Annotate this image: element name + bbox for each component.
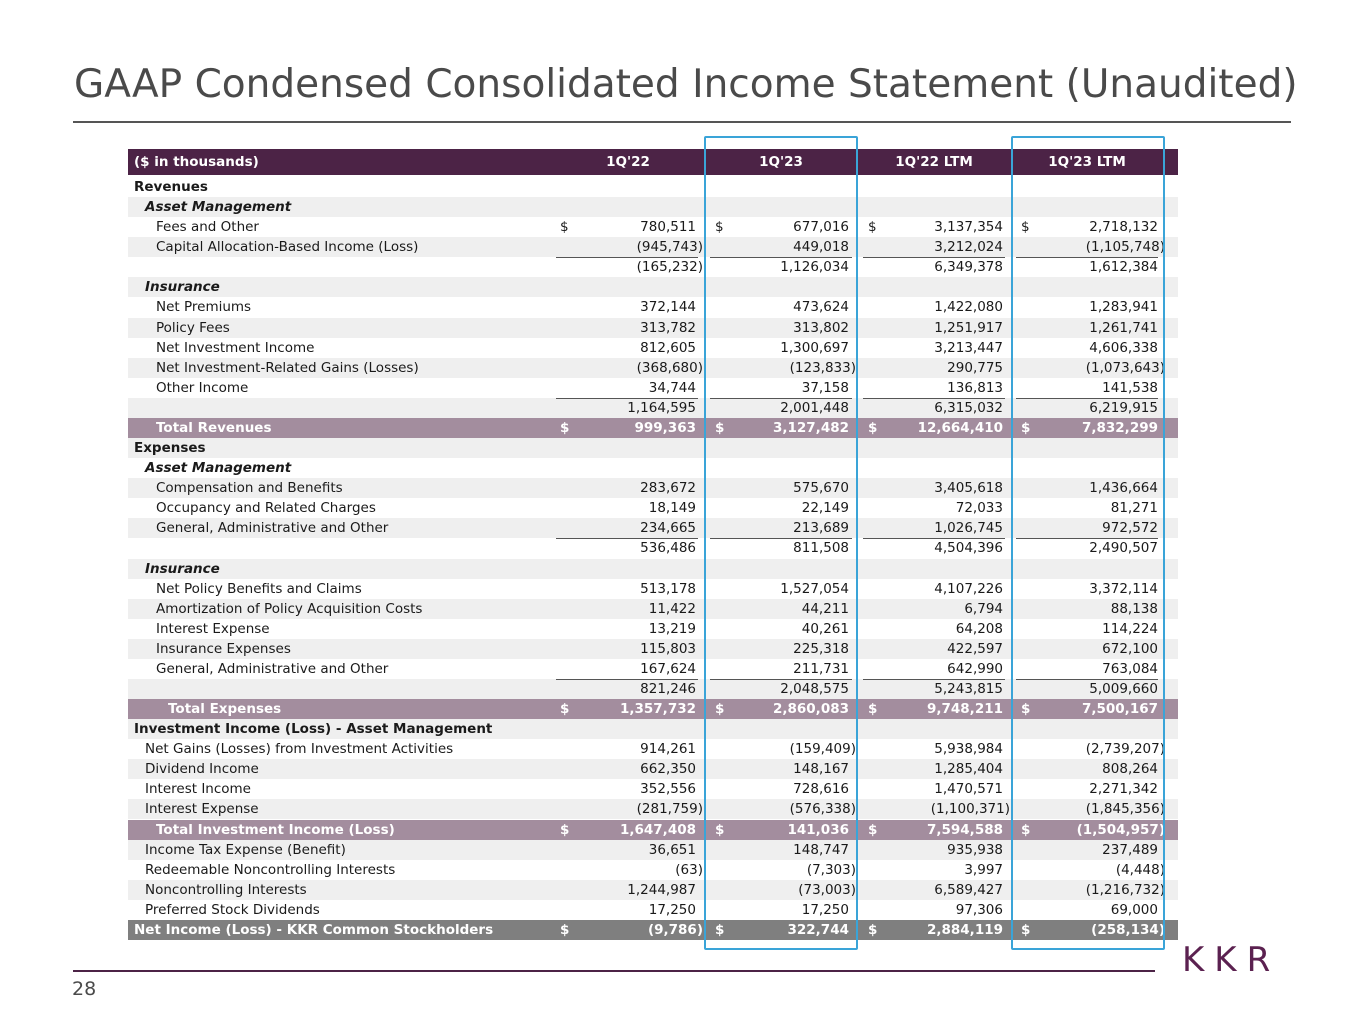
row-label: Capital Allocation-Based Income (Loss) — [156, 239, 419, 256]
row-label: Expenses — [134, 440, 206, 457]
row-label: Asset Management — [145, 199, 292, 216]
cell-value: (165,232) — [636, 259, 703, 276]
highlight-box-1q23 — [704, 136, 858, 950]
cell-value: 1,470,571 — [934, 781, 1003, 798]
currency-symbol: $ — [1021, 419, 1031, 436]
cell-value: 1,422,080 — [934, 299, 1003, 316]
cell-value: 1,251,917 — [934, 319, 1003, 336]
cell-value: (945,743) — [636, 239, 703, 256]
cell-value: (7,303) — [806, 861, 856, 878]
cell-value: 422,597 — [947, 640, 1003, 657]
row-label: Insurance — [145, 560, 220, 577]
row-label: Fees and Other — [156, 219, 259, 236]
cell-value: (281,759) — [636, 801, 703, 818]
cell-value: 6,315,032 — [934, 399, 1003, 416]
cell-value: (368,680) — [636, 359, 703, 376]
currency-symbol: $ — [560, 821, 570, 838]
row-label: Net Income (Loss) - KKR Common Stockholders — [134, 921, 494, 938]
row-label: Insurance — [145, 279, 220, 296]
row-label: Compensation and Benefits — [156, 480, 343, 497]
row-label: General, Administrative and Other — [156, 520, 389, 537]
cell-value: 3,213,447 — [934, 339, 1003, 356]
col-header-1q22-ltm: 1Q'22 LTM — [895, 154, 973, 170]
cell-value: 290,775 — [947, 359, 1003, 376]
col-header-1q23: 1Q'23 — [759, 154, 803, 170]
cell-value: 812,605 — [640, 339, 696, 356]
cell-value: 513,178 — [640, 580, 696, 597]
row-label: Income Tax Expense (Benefit) — [145, 841, 346, 858]
cell-value: (1,100,371) — [930, 801, 1010, 818]
cell-value: 2,048,575 — [780, 681, 849, 697]
cell-value: (63) — [675, 861, 703, 878]
cell-value: 64,208 — [955, 620, 1003, 637]
cell-value: 5,938,984 — [934, 741, 1003, 758]
row-label: Redeemable Noncontrolling Interests — [145, 861, 396, 878]
cell-value: 1,527,054 — [780, 580, 849, 597]
row-label: Asset Management — [145, 460, 292, 477]
cell-value: 3,212,024 — [934, 239, 1003, 256]
row-label: Total Expenses — [168, 701, 282, 718]
cell-value: 2,271,342 — [1089, 781, 1158, 798]
page-number: 28 — [72, 978, 97, 1000]
cell-value: (1,216,732) — [1085, 881, 1165, 898]
row-label: Other Income — [156, 379, 249, 396]
cell-value: 12,664,410 — [917, 419, 1003, 436]
currency-symbol: $ — [1021, 219, 1030, 236]
cell-value: 2,001,448 — [780, 399, 849, 416]
cell-value: 972,572 — [1102, 520, 1158, 537]
col-header-1q23-ltm: 1Q'23 LTM — [1048, 154, 1126, 170]
cell-value: 999,363 — [634, 419, 696, 436]
cell-value: 7,594,588 — [926, 821, 1003, 838]
cell-value: 4,504,396 — [934, 540, 1003, 557]
cell-value: 17,250 — [801, 901, 849, 918]
cell-value: 141,036 — [787, 821, 849, 838]
row-label: Amortization of Policy Acquisition Costs — [156, 600, 423, 617]
cell-value: 914,261 — [640, 741, 696, 758]
subtotal-rule — [863, 257, 1005, 258]
cell-value: 763,084 — [1102, 660, 1158, 677]
cell-value: 36,651 — [648, 841, 696, 858]
cell-value: 18,149 — [648, 500, 696, 517]
cell-value: 473,624 — [793, 299, 849, 316]
cell-value: 69,000 — [1110, 901, 1158, 918]
cell-value: (73,003) — [798, 881, 856, 898]
cell-value: 72,033 — [955, 500, 1003, 517]
cell-value: 115,803 — [640, 640, 696, 657]
cell-value: 7,832,299 — [1081, 419, 1158, 436]
row-label: Insurance Expenses — [156, 640, 291, 657]
cell-value: 2,718,132 — [1089, 219, 1158, 236]
cell-value: 3,372,114 — [1089, 580, 1158, 597]
cell-value: (1,105,748) — [1085, 239, 1165, 256]
col-header-1q22: 1Q'22 — [606, 154, 650, 170]
cell-value: (9,786) — [647, 921, 703, 938]
row-label: Net Policy Benefits and Claims — [156, 580, 362, 597]
currency-symbol: $ — [868, 821, 878, 838]
cell-value: 821,246 — [640, 681, 696, 697]
cell-value: 237,489 — [1102, 841, 1158, 858]
cell-value: 97,306 — [955, 901, 1003, 918]
row-label: Preferred Stock Dividends — [145, 901, 320, 918]
cell-value: 2,490,507 — [1089, 540, 1158, 557]
currency-symbol: $ — [1021, 701, 1031, 718]
cell-value: 13,219 — [648, 620, 696, 637]
cell-value: 211,731 — [793, 660, 849, 677]
title-divider — [73, 121, 1291, 123]
row-label: Interest Expense — [156, 620, 270, 637]
row-label: Net Investment-Related Gains (Losses) — [156, 359, 419, 376]
row-label: Occupancy and Related Charges — [156, 500, 376, 517]
currency-symbol: $ — [560, 219, 569, 236]
footer-divider — [73, 970, 1155, 972]
row-label: Net Premiums — [156, 299, 252, 316]
cell-value: 1,126,034 — [780, 259, 849, 276]
cell-value: 1,357,732 — [619, 701, 696, 718]
row-label: Net Investment Income — [156, 339, 315, 356]
cell-value: 2,860,083 — [772, 701, 849, 718]
cell-value: 148,167 — [793, 761, 849, 778]
cell-value: 536,486 — [640, 540, 696, 557]
subtotal-rule — [863, 538, 1005, 539]
cell-value: (576,338) — [789, 801, 856, 818]
currency-symbol: $ — [560, 419, 570, 436]
row-label: Investment Income (Loss) - Asset Management — [134, 721, 493, 738]
cell-value: 780,511 — [640, 219, 696, 236]
cell-value: 5,009,660 — [1089, 681, 1158, 697]
cell-value: 372,144 — [640, 299, 696, 316]
cell-value: (123,833) — [789, 359, 856, 376]
cell-value: 141,538 — [1102, 379, 1158, 396]
cell-value: 449,018 — [793, 239, 849, 256]
page-title: GAAP Condensed Consolidated Income Statement (Unaudited) — [74, 62, 1298, 107]
cell-value: 1,647,408 — [619, 821, 696, 838]
row-label: Interest Expense — [145, 801, 259, 818]
subtotal-rule — [556, 538, 698, 539]
currency-symbol: $ — [715, 821, 725, 838]
kkr-logo: KKR — [1182, 940, 1281, 980]
currency-symbol: $ — [715, 219, 724, 236]
cell-value: (159,409) — [789, 741, 856, 758]
cell-value: 22,149 — [801, 500, 849, 517]
row-label: Policy Fees — [156, 319, 230, 336]
cell-value: 1,244,987 — [627, 881, 696, 898]
cell-value: 811,508 — [793, 540, 849, 557]
cell-value: 148,747 — [793, 841, 849, 858]
cell-value: 672,100 — [1102, 640, 1158, 657]
cell-value: 17,250 — [648, 901, 696, 918]
cell-value: 575,670 — [793, 480, 849, 497]
currency-symbol: $ — [868, 419, 878, 436]
cell-value: 662,350 — [640, 761, 696, 778]
cell-value: (4,448) — [1115, 861, 1165, 878]
row-label: Dividend Income — [145, 761, 259, 778]
cell-value: (258,134) — [1091, 921, 1165, 938]
cell-value: 40,261 — [801, 620, 849, 637]
cell-value: (2,739,207) — [1085, 741, 1165, 758]
cell-value: 167,624 — [640, 660, 696, 677]
cell-value: 6,219,915 — [1089, 399, 1158, 416]
row-label: Interest Income — [145, 781, 251, 798]
currency-symbol: $ — [1021, 821, 1031, 838]
cell-value: (1,504,957) — [1076, 821, 1165, 838]
cell-value: (1,845,356) — [1085, 801, 1165, 818]
cell-value: 136,813 — [947, 379, 1003, 396]
subtotal-rule — [556, 398, 698, 399]
cell-value: 1,261,741 — [1089, 319, 1158, 336]
cell-value: 11,422 — [648, 600, 696, 617]
cell-value: 322,744 — [787, 921, 849, 938]
cell-value: 1,436,664 — [1089, 480, 1158, 497]
currency-symbol: $ — [715, 419, 725, 436]
cell-value: 313,782 — [640, 319, 696, 336]
cell-value: 313,802 — [793, 319, 849, 336]
currency-symbol: $ — [715, 921, 725, 938]
cell-value: 5,243,815 — [934, 681, 1003, 697]
cell-value: 3,405,618 — [934, 480, 1003, 497]
currency-symbol: $ — [560, 701, 570, 718]
row-label: Total Revenues — [156, 419, 272, 436]
cell-value: 728,616 — [793, 781, 849, 798]
cell-value: 234,665 — [640, 520, 696, 537]
units-label: ($ in thousands) — [134, 154, 259, 170]
cell-value: 677,016 — [793, 219, 849, 236]
cell-value: 3,127,482 — [772, 419, 849, 436]
cell-value: 81,271 — [1110, 500, 1158, 517]
cell-value: 642,990 — [947, 660, 1003, 677]
cell-value: 213,689 — [793, 520, 849, 537]
cell-value: 1,300,697 — [780, 339, 849, 356]
cell-value: 225,318 — [793, 640, 849, 657]
row-label: General, Administrative and Other — [156, 660, 389, 677]
cell-value: 2,884,119 — [926, 921, 1003, 938]
cell-value: 352,556 — [640, 781, 696, 798]
cell-value: 44,211 — [801, 600, 849, 617]
cell-value: 1,612,384 — [1089, 259, 1158, 276]
currency-symbol: $ — [715, 701, 725, 718]
row-label: Revenues — [134, 179, 208, 195]
cell-value: 6,349,378 — [934, 259, 1003, 276]
cell-value: 114,224 — [1102, 620, 1158, 637]
cell-value: 1,026,745 — [934, 520, 1003, 537]
cell-value: 1,283,941 — [1089, 299, 1158, 316]
cell-value: 3,997 — [964, 861, 1003, 878]
cell-value: 808,264 — [1102, 761, 1158, 778]
cell-value: 4,606,338 — [1089, 339, 1158, 356]
highlight-box-1q23-ltm — [1011, 136, 1165, 950]
currency-symbol: $ — [1021, 921, 1031, 938]
row-label: Net Gains (Losses) from Investment Activities — [145, 741, 454, 758]
currency-symbol: $ — [868, 701, 878, 718]
cell-value: 935,938 — [947, 841, 1003, 858]
cell-value: 3,137,354 — [934, 219, 1003, 236]
cell-value: 7,500,167 — [1081, 701, 1158, 718]
cell-value: 283,672 — [640, 480, 696, 497]
subtotal-rule — [863, 398, 1005, 399]
subtotal-rule — [556, 679, 698, 680]
cell-value: 6,794 — [964, 600, 1003, 617]
cell-value: (1,073,643) — [1085, 359, 1165, 376]
row-label: Noncontrolling Interests — [145, 881, 307, 898]
cell-value: 6,589,427 — [934, 881, 1003, 898]
currency-symbol: $ — [868, 921, 878, 938]
cell-value: 9,748,211 — [926, 701, 1003, 718]
row-label: Total Investment Income (Loss) — [156, 821, 395, 838]
cell-value: 37,158 — [801, 379, 849, 396]
subtotal-rule — [556, 257, 698, 258]
subtotal-rule — [863, 679, 1005, 680]
currency-symbol: $ — [868, 219, 877, 236]
currency-symbol: $ — [560, 921, 570, 938]
cell-value: 1,164,595 — [627, 399, 696, 416]
cell-value: 4,107,226 — [934, 580, 1003, 597]
cell-value: 88,138 — [1110, 600, 1158, 617]
cell-value: 1,285,404 — [934, 761, 1003, 778]
cell-value: 34,744 — [648, 379, 696, 396]
